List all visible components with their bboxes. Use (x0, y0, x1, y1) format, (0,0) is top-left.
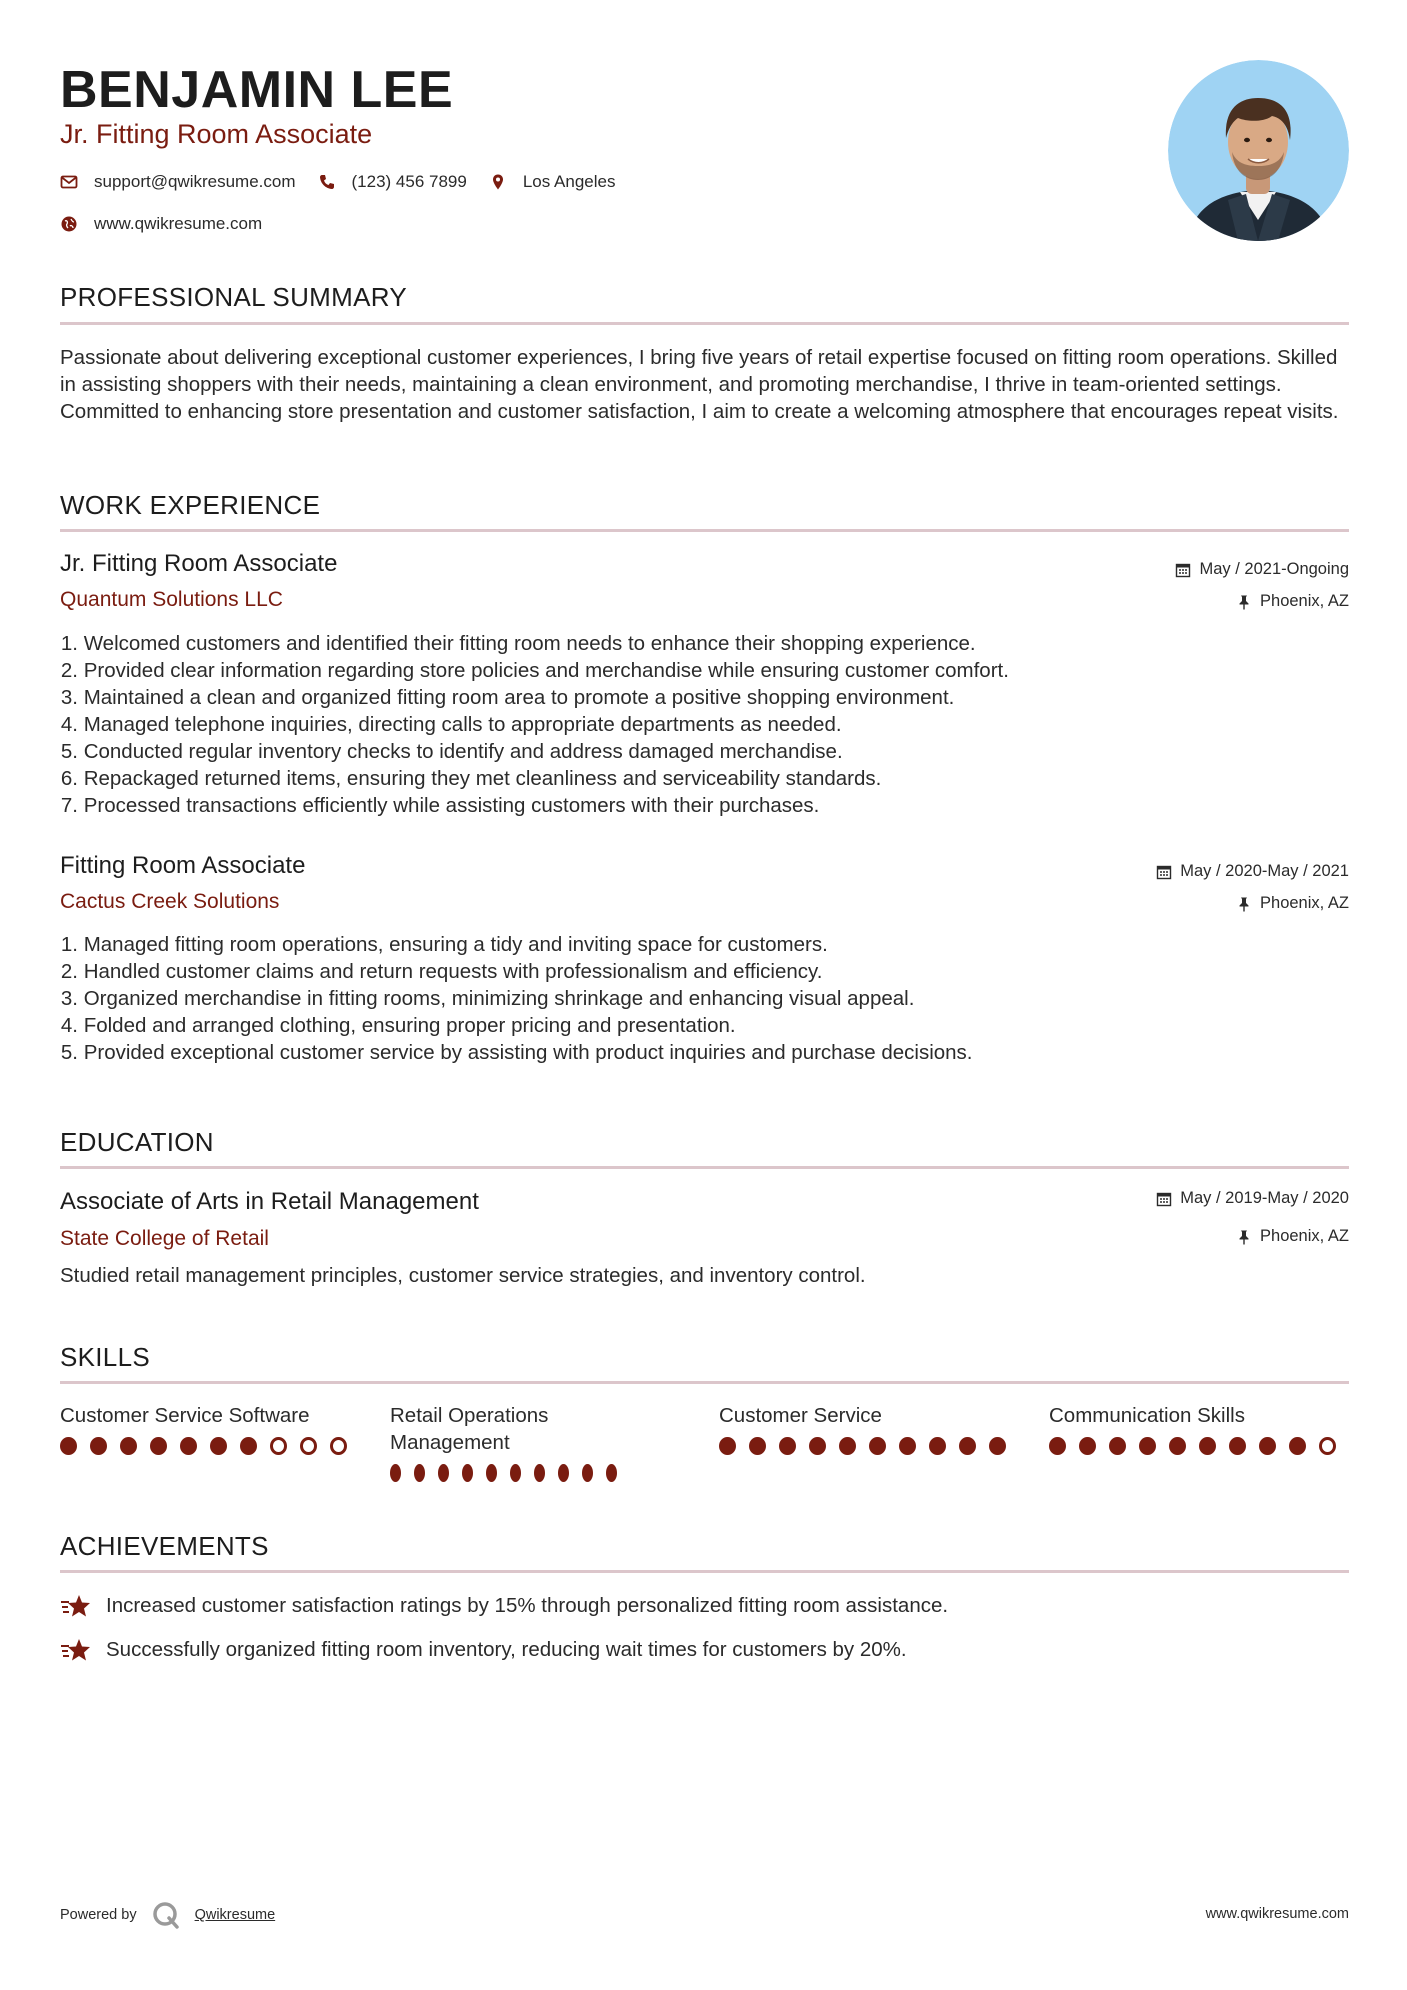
resume-page (60, 0, 1349, 1990)
globe-icon (60, 215, 78, 233)
rating-dot-filled (989, 1437, 1006, 1455)
star-award-icon (60, 1637, 92, 1663)
job-company: Quantum Solutions LLC (60, 588, 283, 611)
skill-name: Customer Service Software (60, 1404, 310, 1427)
rating-dot-filled (1079, 1437, 1096, 1455)
candidate-name: BENJAMIN LEE (60, 61, 454, 119)
email-text: support@qwikresume.com (94, 172, 296, 191)
rating-dot-filled (929, 1437, 946, 1455)
summary-heading: PROFESSIONAL SUMMARY (60, 282, 407, 312)
section-divider (60, 529, 1349, 532)
list-item: 1. Managed fitting room operations, ensuring a tidy and inviting space for customers. (60, 933, 828, 956)
avatar (1168, 60, 1349, 241)
star-award-icon (60, 1593, 92, 1619)
rating-dot-filled (150, 1437, 167, 1455)
education-school: State College of Retail (60, 1227, 269, 1250)
rating-dot-filled (719, 1437, 736, 1455)
education-dates-text: May / 2019-May / 2020 (1180, 1189, 1349, 1207)
contact-email[interactable] (60, 172, 296, 192)
rating-dot-filled (1139, 1437, 1156, 1455)
contact-location (489, 172, 616, 192)
skill-name: Communication Skills (1049, 1404, 1245, 1427)
qwikresume-logo-icon (151, 1900, 181, 1930)
skill-name: Customer Service (719, 1404, 882, 1427)
rating-dot-filled (869, 1437, 886, 1455)
job-dates (1175, 560, 1349, 579)
list-item: 3. Maintained a clean and organized fitting room area to promote a positive shopping environment. (60, 686, 955, 709)
rating-dot-filled (414, 1464, 425, 1482)
job-role: Fitting Room Associate (60, 852, 306, 879)
footer-website[interactable]: www.qwikresume.com (1205, 1906, 1349, 1922)
rating-dot-empty (330, 1437, 347, 1455)
rating-dot-filled (959, 1437, 976, 1455)
rating-dot-filled (390, 1464, 401, 1482)
education-dates (1156, 1189, 1349, 1208)
job-location-text: Phoenix, AZ (1260, 592, 1349, 610)
job-dates-text: May / 2021-Ongoing (1199, 560, 1349, 578)
rating-dot-filled (839, 1437, 856, 1455)
rating-dot-filled (120, 1437, 137, 1455)
achievement-text: Increased customer satisfaction ratings by 15% through personalized fitting room assistance. (106, 1594, 949, 1617)
job-location (1236, 894, 1349, 913)
rating-dot-filled (210, 1437, 227, 1455)
experience-heading: WORK EXPERIENCE (60, 490, 321, 520)
rating-dot-filled (240, 1437, 257, 1455)
achievement-text: Successfully organized fitting room inventory, reducing wait times for customers by 20%. (106, 1638, 907, 1661)
map-pin-icon (489, 173, 507, 191)
list-item: 3. Organized merchandise in fitting rooms, minimizing shrinkage and enhancing visual appeal. (60, 987, 915, 1010)
list-item: 1. Welcomed customers and identified their fitting room needs to enhance their shopping experience. (60, 632, 976, 655)
education-location-text: Phoenix, AZ (1260, 1227, 1349, 1245)
rating-dot-filled (1259, 1437, 1276, 1455)
job-bullets (60, 630, 1349, 819)
footer-powered-by (60, 1900, 275, 1930)
rating-dot-filled (558, 1464, 569, 1482)
rating-dot-filled (438, 1464, 449, 1482)
pin-icon (1236, 896, 1252, 912)
contact-phone[interactable] (318, 172, 467, 192)
location-text: Los Angeles (522, 172, 616, 191)
list-item: 2. Provided clear information regarding store policies and merchandise while ensuring customer comfort. (60, 659, 1009, 682)
rating-dot-filled (582, 1464, 593, 1482)
skill-rating (1049, 1437, 1349, 1455)
calendar-icon (1156, 864, 1172, 880)
contact-row (60, 172, 637, 192)
rating-dot-filled (180, 1437, 197, 1455)
job-company: Cactus Creek Solutions (60, 890, 280, 913)
pin-icon (1236, 1229, 1252, 1245)
phone-text: (123) 456 7899 (351, 172, 467, 191)
rating-dot-filled (510, 1464, 521, 1482)
education-location (1236, 1227, 1349, 1246)
list-item: 5. Conducted regular inventory checks to identify and address damaged merchandise. (60, 740, 843, 763)
education-degree: Associate of Arts in Retail Management (60, 1188, 479, 1215)
achievement-item (60, 1637, 907, 1663)
achievement-item (60, 1593, 948, 1619)
rating-dot-filled (486, 1464, 497, 1482)
brand-link[interactable]: Qwikresume (194, 1907, 276, 1923)
skill-rating (719, 1437, 1019, 1455)
list-item: 2. Handled customer claims and return requests with professionalism and efficiency. (60, 960, 823, 983)
rating-dot-filled (1289, 1437, 1306, 1455)
rating-dot-filled (90, 1437, 107, 1455)
envelope-icon (60, 173, 78, 191)
candidate-title: Jr. Fitting Room Associate (60, 119, 373, 149)
job-bullets (60, 931, 1349, 1066)
rating-dot-filled (462, 1464, 473, 1482)
section-divider (60, 322, 1349, 325)
rating-dot-filled (809, 1437, 826, 1455)
skill-item (719, 1402, 1019, 1455)
skill-item (60, 1402, 360, 1455)
skill-rating (390, 1464, 630, 1482)
rating-dot-filled (534, 1464, 545, 1482)
rating-dot-filled (779, 1437, 796, 1455)
rating-dot-empty (270, 1437, 287, 1455)
list-item: 6. Repackaged returned items, ensuring they met cleanliness and serviceability standards. (60, 767, 882, 790)
website-text: www.qwikresume.com (94, 214, 263, 233)
phone-icon (318, 173, 336, 191)
rating-dot-filled (899, 1437, 916, 1455)
rating-dot-filled (1229, 1437, 1246, 1455)
contact-website[interactable] (60, 214, 262, 234)
pin-icon (1236, 594, 1252, 610)
rating-dot-filled (1169, 1437, 1186, 1455)
calendar-icon (1156, 1191, 1172, 1207)
rating-dot-filled (1049, 1437, 1066, 1455)
summary-text: Passionate about delivering exceptional customer experiences, I bring five years of retail expertise focused on fitting room operations. Skilled in assisting shoppers with their needs, maintaining a clean environment, and promoting merchandise, I thrive in team-oriented settings. Committed to enhancing store presentation and customer satisfaction, I aim to create a welcoming atmosphere that encourages repeat visits. (60, 346, 1339, 423)
job-dates (1156, 862, 1349, 881)
job-role: Jr. Fitting Room Associate (60, 550, 338, 577)
rating-dot-filled (606, 1464, 617, 1482)
list-item: 5. Provided exceptional customer service by assisting with product inquiries and purchase decisions. (60, 1041, 973, 1064)
skill-item (1049, 1402, 1349, 1455)
job-location (1236, 592, 1349, 611)
skill-name: Retail Operations Management (390, 1404, 549, 1454)
powered-by-label: Powered by (60, 1907, 137, 1923)
rating-dot-empty (1319, 1437, 1336, 1455)
job-location-text: Phoenix, AZ (1260, 894, 1349, 912)
achievements-heading: ACHIEVEMENTS (60, 1531, 269, 1561)
skill-rating (60, 1437, 360, 1455)
education-description: Studied retail management principles, customer service strategies, and inventory control. (60, 1264, 866, 1287)
list-item: 7. Processed transactions efficiently while assisting customers with their purchases. (60, 794, 820, 817)
rating-dot-filled (749, 1437, 766, 1455)
list-item: 4. Folded and arranged clothing, ensuring proper pricing and presentation. (60, 1014, 736, 1037)
rating-dot-filled (1109, 1437, 1126, 1455)
education-heading: EDUCATION (60, 1127, 214, 1157)
rating-dot-filled (60, 1437, 77, 1455)
rating-dot-empty (300, 1437, 317, 1455)
profile-photo (1168, 60, 1349, 241)
skills-heading: SKILLS (60, 1342, 150, 1372)
section-divider (60, 1166, 1349, 1169)
skill-item (390, 1402, 630, 1482)
job-dates-text: May / 2020-May / 2021 (1180, 862, 1349, 880)
section-divider (60, 1570, 1349, 1573)
contact-row-2 (60, 214, 284, 234)
list-item: 4. Managed telephone inquiries, directing calls to appropriate departments as needed. (60, 713, 842, 736)
calendar-icon (1175, 562, 1191, 578)
section-divider (60, 1381, 1349, 1384)
rating-dot-filled (1199, 1437, 1216, 1455)
